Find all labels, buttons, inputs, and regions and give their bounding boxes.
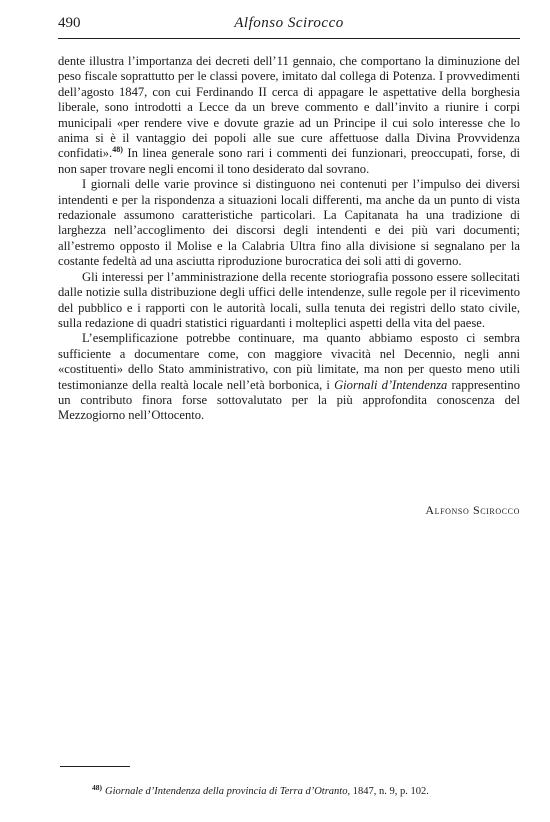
- footnote-reference: 48): [112, 145, 123, 155]
- paragraph-4-italic: Giornali d’Intendenza: [334, 377, 448, 392]
- paragraph-2: I giornali delle varie province si distinguono nei contenuti per l’impulso dei diversi intendenti e per la rispondenza a situazioni locali differenti, ma anche da un punto di vista redazionale assumono caratteristiche particolari. La Capitanata ha una tradizione di larghezza nell’accoglimento dei discorsi degli intendenti e dei più vari documenti; all’estremo opposto il Molise e la Calabria Ultra fino alla divisione si segnalano per la costante fedeltà ad una asciutta riproduzione burocratica dei soli atti di governo.: [58, 177, 520, 269]
- paragraph-1: [58, 54, 520, 177]
- footnote-source-details: 1847, n. 9, p. 102.: [350, 786, 429, 797]
- paragraph-1-text-cont: In linea generale sono rari i commenti dei funzionari, preoccupati, forse, di non saper trovare negli encomi il tono desiderato dal sovrano.: [58, 146, 520, 176]
- paragraph-4-text-cont: rappresentino un contributo finora forse sottovalutato per la più approfondita conoscenza del Mezzogiorno nell’Ottocento.: [58, 377, 520, 423]
- footnote-rule: [60, 766, 130, 767]
- page-number: 490: [58, 15, 81, 31]
- footnote: [92, 782, 522, 798]
- body-text: [58, 54, 520, 424]
- paragraph-4: [58, 331, 520, 423]
- author-signature: Alfonso Scirocco: [425, 503, 520, 517]
- footnote-source-title: Giornale d’Intendenza della provincia di Terra d’Otranto,: [105, 786, 351, 797]
- paragraph-4-text: L’esemplificazione potrebbe continuare, ma quanto abbiamo esposto ci sembra sufficiente a documentare come, con maggiore vivacità nel Decennio, negli anni «costituenti» dello Stato amministrativo, con più limitate, ma non per questo meno utili testimonianze della realtà locale nell’età borbonica, i: [58, 331, 520, 392]
- running-head: Alfonso Scirocco: [234, 15, 344, 31]
- page-header: [58, 14, 520, 39]
- paragraph-3: Gli interessi per l’amministrazione della recente storiografia possono essere sollecitati dalle notizie sulla distribuzione degli uffici delle intendenze, sulle regole per il ricevimento del pubblico e i rapporti con le autorità locali, sulla tenuta dei registri dello stato civile, sulla redazione di quadri statistici riguardanti i molteplici aspetti della vita del paese.: [58, 269, 520, 330]
- paragraph-1-text: dente illustra l’importanza dei decreti dell’11 gennaio, che comportano la diminuzione del peso fiscale soprattutto per le classi povere, imitato dal collega di Potenza. I provvedimenti dell’agosto 1847, con cui Ferdinando II cerca di appagare le aspettative della borghesia liberale, sono introdotti a Lecce da un breve commento e dall’invito a riunire i corpi municipali «per rendere vive e dovute grazie ad un Principe il cui solo interesse che lo anima si è il vantaggio dei popoli alle sue cure affettuose dalla Divina Provvidenza confidati».: [58, 54, 520, 161]
- footnote-number: 48): [92, 782, 102, 792]
